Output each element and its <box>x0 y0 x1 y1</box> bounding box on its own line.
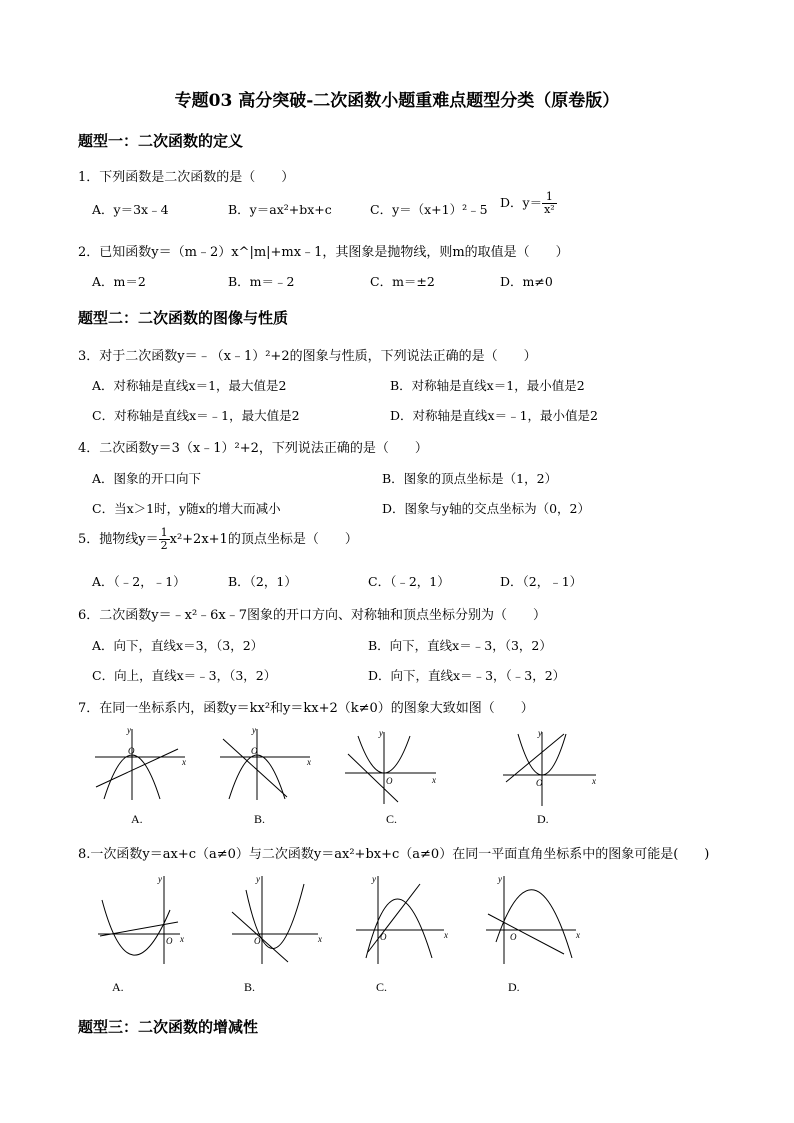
q5-option-b: B．（2，1） <box>228 574 297 589</box>
q7-graph-a <box>90 725 195 805</box>
question-8-stem: 8.一次函数y＝ax+c（a≠0）与二次函数y＝ax²+bx+c（a≠0）在同一平面直角坐标系中的图象可能是( ) <box>78 847 710 862</box>
q1-option-c: C．y＝（x+1）²﹣5 <box>370 202 488 217</box>
parabola <box>366 899 432 958</box>
q1-option-a: A．y＝3x﹣4 <box>92 202 169 217</box>
q1-option-d-fraction <box>542 191 557 216</box>
q1-option-b: B．y＝ax²+bx+c <box>228 202 332 217</box>
q3-option-b: B．对称轴是直线x＝1，最小值是2 <box>390 378 585 393</box>
y-label: y <box>538 728 542 738</box>
section-heading-2: 题型二：二次函数的图像与性质 <box>78 309 289 327</box>
x-label: x <box>307 757 311 767</box>
y-label: y <box>379 728 383 738</box>
q2-option-c: C．m＝±2 <box>370 274 435 289</box>
line <box>488 914 564 954</box>
q5-fraction-denominator: 2 <box>160 539 168 552</box>
q8-label-a: A. <box>112 980 124 994</box>
q4-option-c: C．当x＞1时，y随x的增大而减小 <box>92 501 281 516</box>
q8-graph-a <box>94 870 194 970</box>
q8-graph-c <box>352 870 452 970</box>
q5-fraction <box>159 527 170 552</box>
origin-label: O <box>254 936 261 946</box>
q5-option-a: A．（﹣2，﹣1） <box>92 574 186 589</box>
x-label: x <box>432 775 436 785</box>
origin-label: O <box>510 932 517 942</box>
q8-graph-b <box>228 870 328 970</box>
q6-option-d: D．向下，直线x＝﹣3，（﹣3，2） <box>368 668 566 683</box>
origin-label: O <box>128 746 135 756</box>
q6-option-c: C．向上，直线x＝﹣3，（3，2） <box>92 668 277 683</box>
q1-option-d-prefix: D．y＝ <box>500 195 543 210</box>
x-label: x <box>592 776 596 786</box>
q1-option-d-denominator: x² <box>544 203 555 216</box>
y-label: y <box>158 874 162 884</box>
y-label: y <box>498 874 502 884</box>
q5-option-c: C．（﹣2，1） <box>368 574 450 589</box>
q4-option-d: D．图象与y轴的交点坐标为（0，2） <box>382 501 590 516</box>
q2-option-b: B．m＝﹣2 <box>228 274 295 289</box>
question-2-stem: 2．已知函数y＝（m﹣2）x^|m|+mx﹣1，其图象是抛物线，则m的取值是（ ） <box>78 245 569 260</box>
q7-graph-c <box>340 728 445 808</box>
origin-label: O <box>380 932 387 942</box>
q3-option-a: A．对称轴是直线x＝1，最大值是2 <box>92 378 287 393</box>
q8-label-d: D. <box>508 980 520 994</box>
origin-label: O <box>536 778 543 788</box>
x-label: x <box>444 930 448 940</box>
y-label: y <box>372 874 376 884</box>
q8-label-c: C. <box>376 980 388 994</box>
q5-stem-suffix: x²+2x+1的顶点坐标是（ ） <box>169 532 358 547</box>
parabola <box>102 900 170 955</box>
q3-option-c: C．对称轴是直线x＝﹣1，最大值是2 <box>92 408 300 423</box>
y-label: y <box>127 725 131 735</box>
question-3-stem: 3．对于二次函数y＝﹣（x﹣1）²+2的图象与性质，下列说法正确的是（ ） <box>78 349 537 364</box>
q5-fraction-numerator: 1 <box>160 526 168 539</box>
x-label: x <box>576 930 580 940</box>
q8-label-b: B. <box>244 980 256 994</box>
x-label: x <box>182 757 186 767</box>
q6-option-a: A．向下，直线x＝3，（3，2） <box>92 638 264 653</box>
question-6-stem: 6．二次函数y＝﹣x²﹣6x﹣7图象的开口方向、对称轴和顶点坐标分别为（ ） <box>78 608 547 623</box>
origin-label: O <box>386 776 393 786</box>
y-label: y <box>256 874 260 884</box>
q3-option-d: D．对称轴是直线x＝﹣1，最小值是2 <box>390 408 598 423</box>
q4-option-a: A．图象的开口向下 <box>92 471 202 486</box>
q7-label-b: B. <box>254 812 266 826</box>
line <box>96 749 178 787</box>
q8-graph-d <box>482 870 582 970</box>
q7-label-d: D. <box>537 812 549 826</box>
question-1-stem: 1．下列函数是二次函数的是（ ） <box>78 170 295 185</box>
origin-label: O <box>166 936 173 946</box>
line <box>368 884 420 952</box>
question-7-stem: 7．在同一坐标系内，函数y＝kx²和y＝kx+2（k≠0）的图象大致如图（ ） <box>78 701 534 716</box>
x-label: x <box>180 934 184 944</box>
q7-graph-b <box>215 725 320 805</box>
section-heading-3: 题型三：二次函数的增减性 <box>78 1018 259 1036</box>
page-title: 专题03 高分突破-二次函数小题重难点题型分类（原卷版） <box>174 91 620 111</box>
q7-label-a: A. <box>131 812 143 826</box>
q1-option-d-numerator: 1 <box>542 191 557 204</box>
q7-label-c: C. <box>386 812 398 826</box>
question-5-stem <box>78 527 358 552</box>
origin-label: O <box>251 746 258 756</box>
x-label: x <box>318 934 322 944</box>
q5-option-d: D．（2，﹣1） <box>500 574 583 589</box>
question-4-stem: 4．二次函数y＝3（x﹣1）²+2，下列说法正确的是（ ） <box>78 441 428 456</box>
q4-option-b: B．图象的顶点坐标是（1，2） <box>382 471 558 486</box>
q2-option-d: D．m≠0 <box>500 274 553 289</box>
q1-option-d <box>500 191 557 216</box>
section-heading-1: 题型一：二次函数的定义 <box>78 132 244 150</box>
q2-option-a: A．m＝2 <box>92 274 146 289</box>
q5-stem-prefix: 5．抛物线y＝ <box>78 532 159 547</box>
q7-graph-d <box>498 728 603 808</box>
y-label: y <box>252 725 256 735</box>
q6-option-b: B．向下，直线x＝﹣3，（3，2） <box>368 638 552 653</box>
